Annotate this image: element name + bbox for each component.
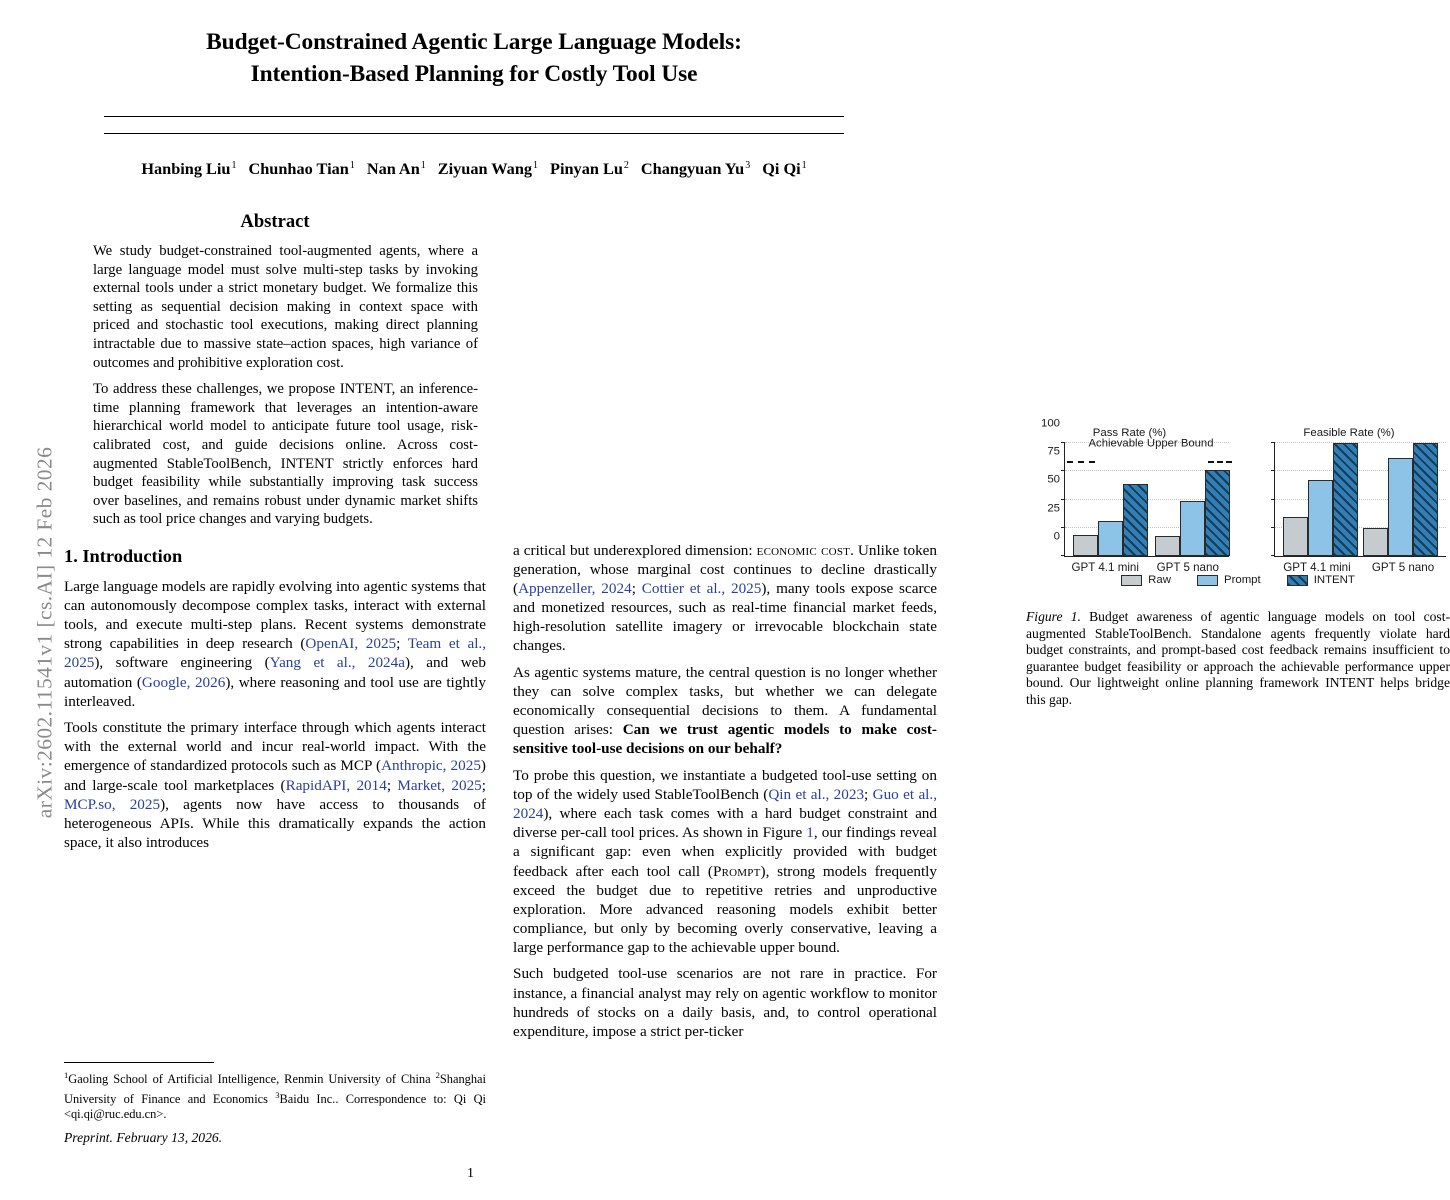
text-run: ) and large-scale tool marketplaces ( bbox=[64, 757, 486, 794]
citation-link[interactable]: Guo et al., 2024 bbox=[513, 786, 937, 823]
author-affil-mark: 2 bbox=[623, 160, 629, 171]
upper-bound-line-right bbox=[1208, 461, 1232, 463]
small-caps-economic-cost: economic cost bbox=[756, 542, 851, 559]
arxiv-stamp: arXiv:2602.11541v1 [cs.AI] 12 Feb 2026 bbox=[32, 446, 57, 819]
text-run: ), software engineering ( bbox=[94, 654, 270, 672]
text-run: Large language models are rapidly evolving into agentic systems that can autonomously decompose complex tasks, interact with external tools, and execute multi-step plans. Recent systems demonstrate strong capabilities in deep research ( bbox=[64, 578, 486, 653]
right-paragraph-2 bbox=[513, 663, 937, 758]
author-affil-mark: 1 bbox=[533, 160, 539, 171]
chart-panel-pass-rate bbox=[1026, 417, 1233, 587]
bar-raw-gpt5nano bbox=[1363, 528, 1388, 556]
right-column-body bbox=[513, 541, 937, 1048]
abstract-body bbox=[93, 242, 478, 529]
citation-link[interactable]: OpenAI, 2025 bbox=[305, 635, 397, 653]
author-name: Pinyan Lu bbox=[550, 159, 623, 179]
author-affil-mark: 1 bbox=[231, 160, 237, 171]
figure-1-plot bbox=[1026, 417, 1450, 587]
citation-link[interactable]: Yang et al., 2024a bbox=[269, 654, 405, 672]
legend-swatch-intent-icon bbox=[1287, 575, 1308, 586]
bar-raw-gpt41mini bbox=[1073, 535, 1098, 557]
chart-legend bbox=[1026, 571, 1450, 590]
intro-paragraph-1 bbox=[64, 577, 486, 711]
figure-caption-text: Budget awareness of agentic language models on tool cost-augmented StableToolBench. Standalone agents frequently violate hard budget constraints, and prompt-based cost feedback remains insufficient to guarantee budget feasibility or approach the achievable performance upper bound. Our lightweight online planning framework INTENT helps bridge this gap. bbox=[1026, 609, 1450, 707]
citation-link[interactable]: Market, 2025 bbox=[397, 776, 482, 794]
bar-raw-gpt5nano bbox=[1155, 536, 1180, 556]
citation-link[interactable]: Cottier et al., 2025 bbox=[641, 580, 762, 598]
y-tick-label: 25 bbox=[1047, 502, 1060, 515]
author-affil-mark: 3 bbox=[745, 160, 751, 171]
author-name: Chunhao Tian bbox=[248, 159, 349, 179]
text-run: . Unlike token generation, whose marginal cost continues to decline drastically ( bbox=[513, 542, 938, 598]
text-run: To probe this question, we instantiate a budgeted tool-use setting on top of the widely used StableToolBench ( bbox=[513, 767, 937, 804]
text-run: Gaoling School of Artificial Intelligence, Renmin University of China bbox=[68, 1072, 436, 1087]
chart-plot-area bbox=[1274, 443, 1446, 557]
figure-1 bbox=[1026, 417, 1450, 707]
abstract-heading: Abstract bbox=[240, 211, 310, 232]
y-tick-label: 100 bbox=[1040, 417, 1060, 430]
right-paragraph-4: Such budgeted tool-use scenarios are not rare in practice. For instance, a financial analyst may rely on agentic workflow to monitor hundreds of stocks on a daily basis, and, to control operational expenditure, impose a strict per-ticker bbox=[513, 965, 937, 1040]
chart-bars bbox=[1065, 443, 1229, 556]
title-line-2: Intention-Based Planning for Costly Tool Use bbox=[250, 61, 698, 87]
bar-prompt-gpt5nano bbox=[1180, 501, 1205, 556]
author-name: Changyuan Yu bbox=[640, 159, 745, 179]
bar-raw-gpt41mini bbox=[1283, 517, 1308, 556]
title-rule-bottom bbox=[104, 133, 844, 134]
text-run: ; bbox=[396, 635, 408, 653]
chart-title: Pass Rate (%) bbox=[1092, 427, 1167, 439]
citation-link[interactable]: Google, 2026 bbox=[141, 673, 226, 691]
text-run: ), many tools expose scarce and monetized resources, such as real-time financial market feeds, high-resolution satellite imagery or irrevocable blockchain state changes. bbox=[513, 580, 937, 655]
y-tick-label: 75 bbox=[1047, 445, 1060, 458]
footnote-mark: 3 bbox=[275, 1089, 280, 1100]
text-run: a critical but underexplored dimension: bbox=[513, 542, 757, 559]
author-name: Hanbing Liu bbox=[141, 159, 231, 179]
text-run: ), where each task comes with a hard budget constraint and diverse per-call tool prices. As shown in Figure bbox=[513, 805, 937, 842]
y-tick-label: 0 bbox=[1053, 530, 1060, 543]
author bbox=[248, 159, 354, 178]
author bbox=[367, 159, 426, 178]
section-heading-introduction: 1. Introduction bbox=[64, 546, 183, 566]
footnote-rule bbox=[64, 1062, 214, 1063]
citation-link[interactable]: RapidAPI, 2014 bbox=[285, 776, 387, 794]
right-paragraph-1 bbox=[513, 541, 937, 656]
legend-label: Prompt bbox=[1223, 574, 1261, 586]
legend-item-prompt bbox=[1197, 571, 1261, 590]
figure-label: Figure 1. bbox=[1026, 609, 1081, 624]
text-run: ), agents now have access to thousands of heterogeneous APIs. While this dramatically expands the action space, it also introduces bbox=[64, 795, 486, 851]
figure-1-caption bbox=[1026, 609, 1450, 709]
legend-label: INTENT bbox=[1313, 574, 1355, 586]
abstract-paragraph: To address these challenges, we propose INTENT, an inference-time planning framework that leverages an intention-aware hierarchical world model to anticipate future tool usage, risk-calibrated cost, and guide decisions online. Across cost-augmented StableToolBench, INTENT strictly enforces hard budget feasibility while substantially improving task success over baselines, and remains robust under dynamic market shifts such as tool price changes and varying budgets. bbox=[93, 381, 478, 528]
bar-prompt-gpt41mini bbox=[1308, 480, 1333, 556]
page-number: 1 bbox=[467, 1166, 474, 1181]
author-list bbox=[104, 155, 844, 180]
text-run: ), and web automation ( bbox=[64, 654, 486, 691]
legend-item-raw bbox=[1121, 571, 1171, 590]
bar-intent-gpt41mini bbox=[1333, 443, 1358, 556]
chart-panel-feasible-rate bbox=[1248, 424, 1450, 587]
author bbox=[762, 159, 806, 178]
author-name: Nan An bbox=[366, 159, 420, 179]
author-name: Ziyuan Wang bbox=[437, 159, 533, 179]
footnote-mark: 2 bbox=[435, 1070, 440, 1080]
citation-link[interactable]: Anthropic, 2025 bbox=[381, 757, 481, 775]
chart-bars bbox=[1275, 443, 1446, 556]
text-run: , our findings reveal a significant gap: even when explicitly provided with budget feedback after each tool call ( bbox=[513, 824, 938, 880]
page-title bbox=[104, 26, 844, 90]
text-run: ; bbox=[631, 580, 642, 598]
x-tick-label: GPT 4.1 mini bbox=[1283, 561, 1351, 574]
bar-intent-gpt41mini bbox=[1123, 484, 1148, 556]
bar-prompt-gpt41mini bbox=[1098, 521, 1123, 556]
text-run: ), strong models frequently exceed the budget due to repetitive retries and unproductive exploration. More advanced reasoning models exhibit better compliance, but only by becoming overly conservative, leaving a large performance gap to the achievable upper bound. bbox=[513, 862, 937, 956]
legend-swatch-raw-icon bbox=[1121, 575, 1142, 586]
text-run: Shanghai University of Finance and Economics bbox=[64, 1072, 486, 1106]
chart-title: Feasible Rate (%) bbox=[1303, 427, 1395, 439]
author-affil-mark: 1 bbox=[420, 160, 426, 171]
citation-link[interactable]: Appenzeller, 2024 bbox=[518, 580, 632, 598]
x-tick-label: GPT 4.1 mini bbox=[1071, 561, 1139, 574]
figure-reference-link[interactable]: 1 bbox=[806, 824, 814, 842]
upper-bound-line-left bbox=[1067, 461, 1095, 463]
text-run: As agentic systems mature, the central question is no longer whether they can solve complex tasks, but whether we can delegate economically consequential decisions to them. A fundamental question arises: bbox=[513, 664, 937, 739]
y-tick-label: 50 bbox=[1047, 473, 1060, 486]
citation-link[interactable]: MCP.so, 2025 bbox=[64, 795, 161, 813]
small-caps-prompt: Prompt bbox=[712, 862, 761, 880]
upper-bound-label: Achievable Upper Bound bbox=[1088, 437, 1214, 450]
author bbox=[550, 159, 629, 178]
author bbox=[438, 159, 538, 178]
text-run: Tools constitute the primary interface through which agents interact with the external world and incur real-world impact. With the emergence of standardized protocols such as MCP ( bbox=[64, 719, 486, 775]
citation-link[interactable]: Team et al., 2025 bbox=[64, 635, 487, 672]
text-run: ; bbox=[386, 776, 398, 794]
bar-prompt-gpt5nano bbox=[1388, 458, 1413, 556]
author bbox=[141, 159, 236, 178]
bar-intent-gpt5nano bbox=[1205, 470, 1230, 556]
title-rule-top bbox=[104, 116, 844, 117]
author-affil-mark: 1 bbox=[801, 160, 807, 171]
legend-item-intent bbox=[1287, 571, 1355, 590]
title-line-1: Budget-Constrained Agentic Large Language Models: bbox=[206, 29, 742, 55]
author-affil-mark: 1 bbox=[349, 160, 355, 171]
author-name: Qi Qi bbox=[762, 159, 801, 179]
text-run: ), where reasoning and tool use are tightly interleaved. bbox=[64, 673, 486, 710]
x-tick-label: GPT 5 nano bbox=[1371, 561, 1435, 574]
text-run: ; bbox=[864, 786, 873, 804]
author bbox=[641, 159, 750, 178]
legend-label: Raw bbox=[1148, 574, 1171, 586]
text-run: Baidu Inc.. Correspondence to: Qi Qi <qi.qi@ruc.edu.cn>. bbox=[64, 1091, 486, 1122]
right-paragraph-3 bbox=[513, 766, 937, 957]
bar-intent-gpt5nano bbox=[1413, 443, 1438, 556]
research-question-bold: Can we trust agentic models to make cost-sensitive tool-use decisions on our behalf? bbox=[513, 721, 937, 758]
preprint-notice: Preprint. February 13, 2026. bbox=[64, 1130, 223, 1145]
legend-swatch-prompt-icon bbox=[1197, 575, 1218, 586]
footnote-affiliations bbox=[64, 1068, 486, 1122]
text-run: ; bbox=[481, 776, 486, 794]
abstract-paragraph: We study budget-constrained tool-augmented agents, where a large language model must solve multi-step tasks by invoking external tools under a strict monetary budget. We formalize this setting as sequential decision making in context space with priced and stochastic tool executions, making direct planning intractable due to massive state–action spaces, high variance of outcomes and prohibitive exploration cost. bbox=[93, 243, 478, 371]
citation-link[interactable]: Qin et al., 2023 bbox=[768, 786, 865, 804]
left-column bbox=[64, 212, 486, 859]
footnote-mark: 1 bbox=[64, 1070, 69, 1080]
x-tick-label: GPT 5 nano bbox=[1156, 561, 1219, 574]
intro-paragraph-2 bbox=[64, 718, 486, 852]
